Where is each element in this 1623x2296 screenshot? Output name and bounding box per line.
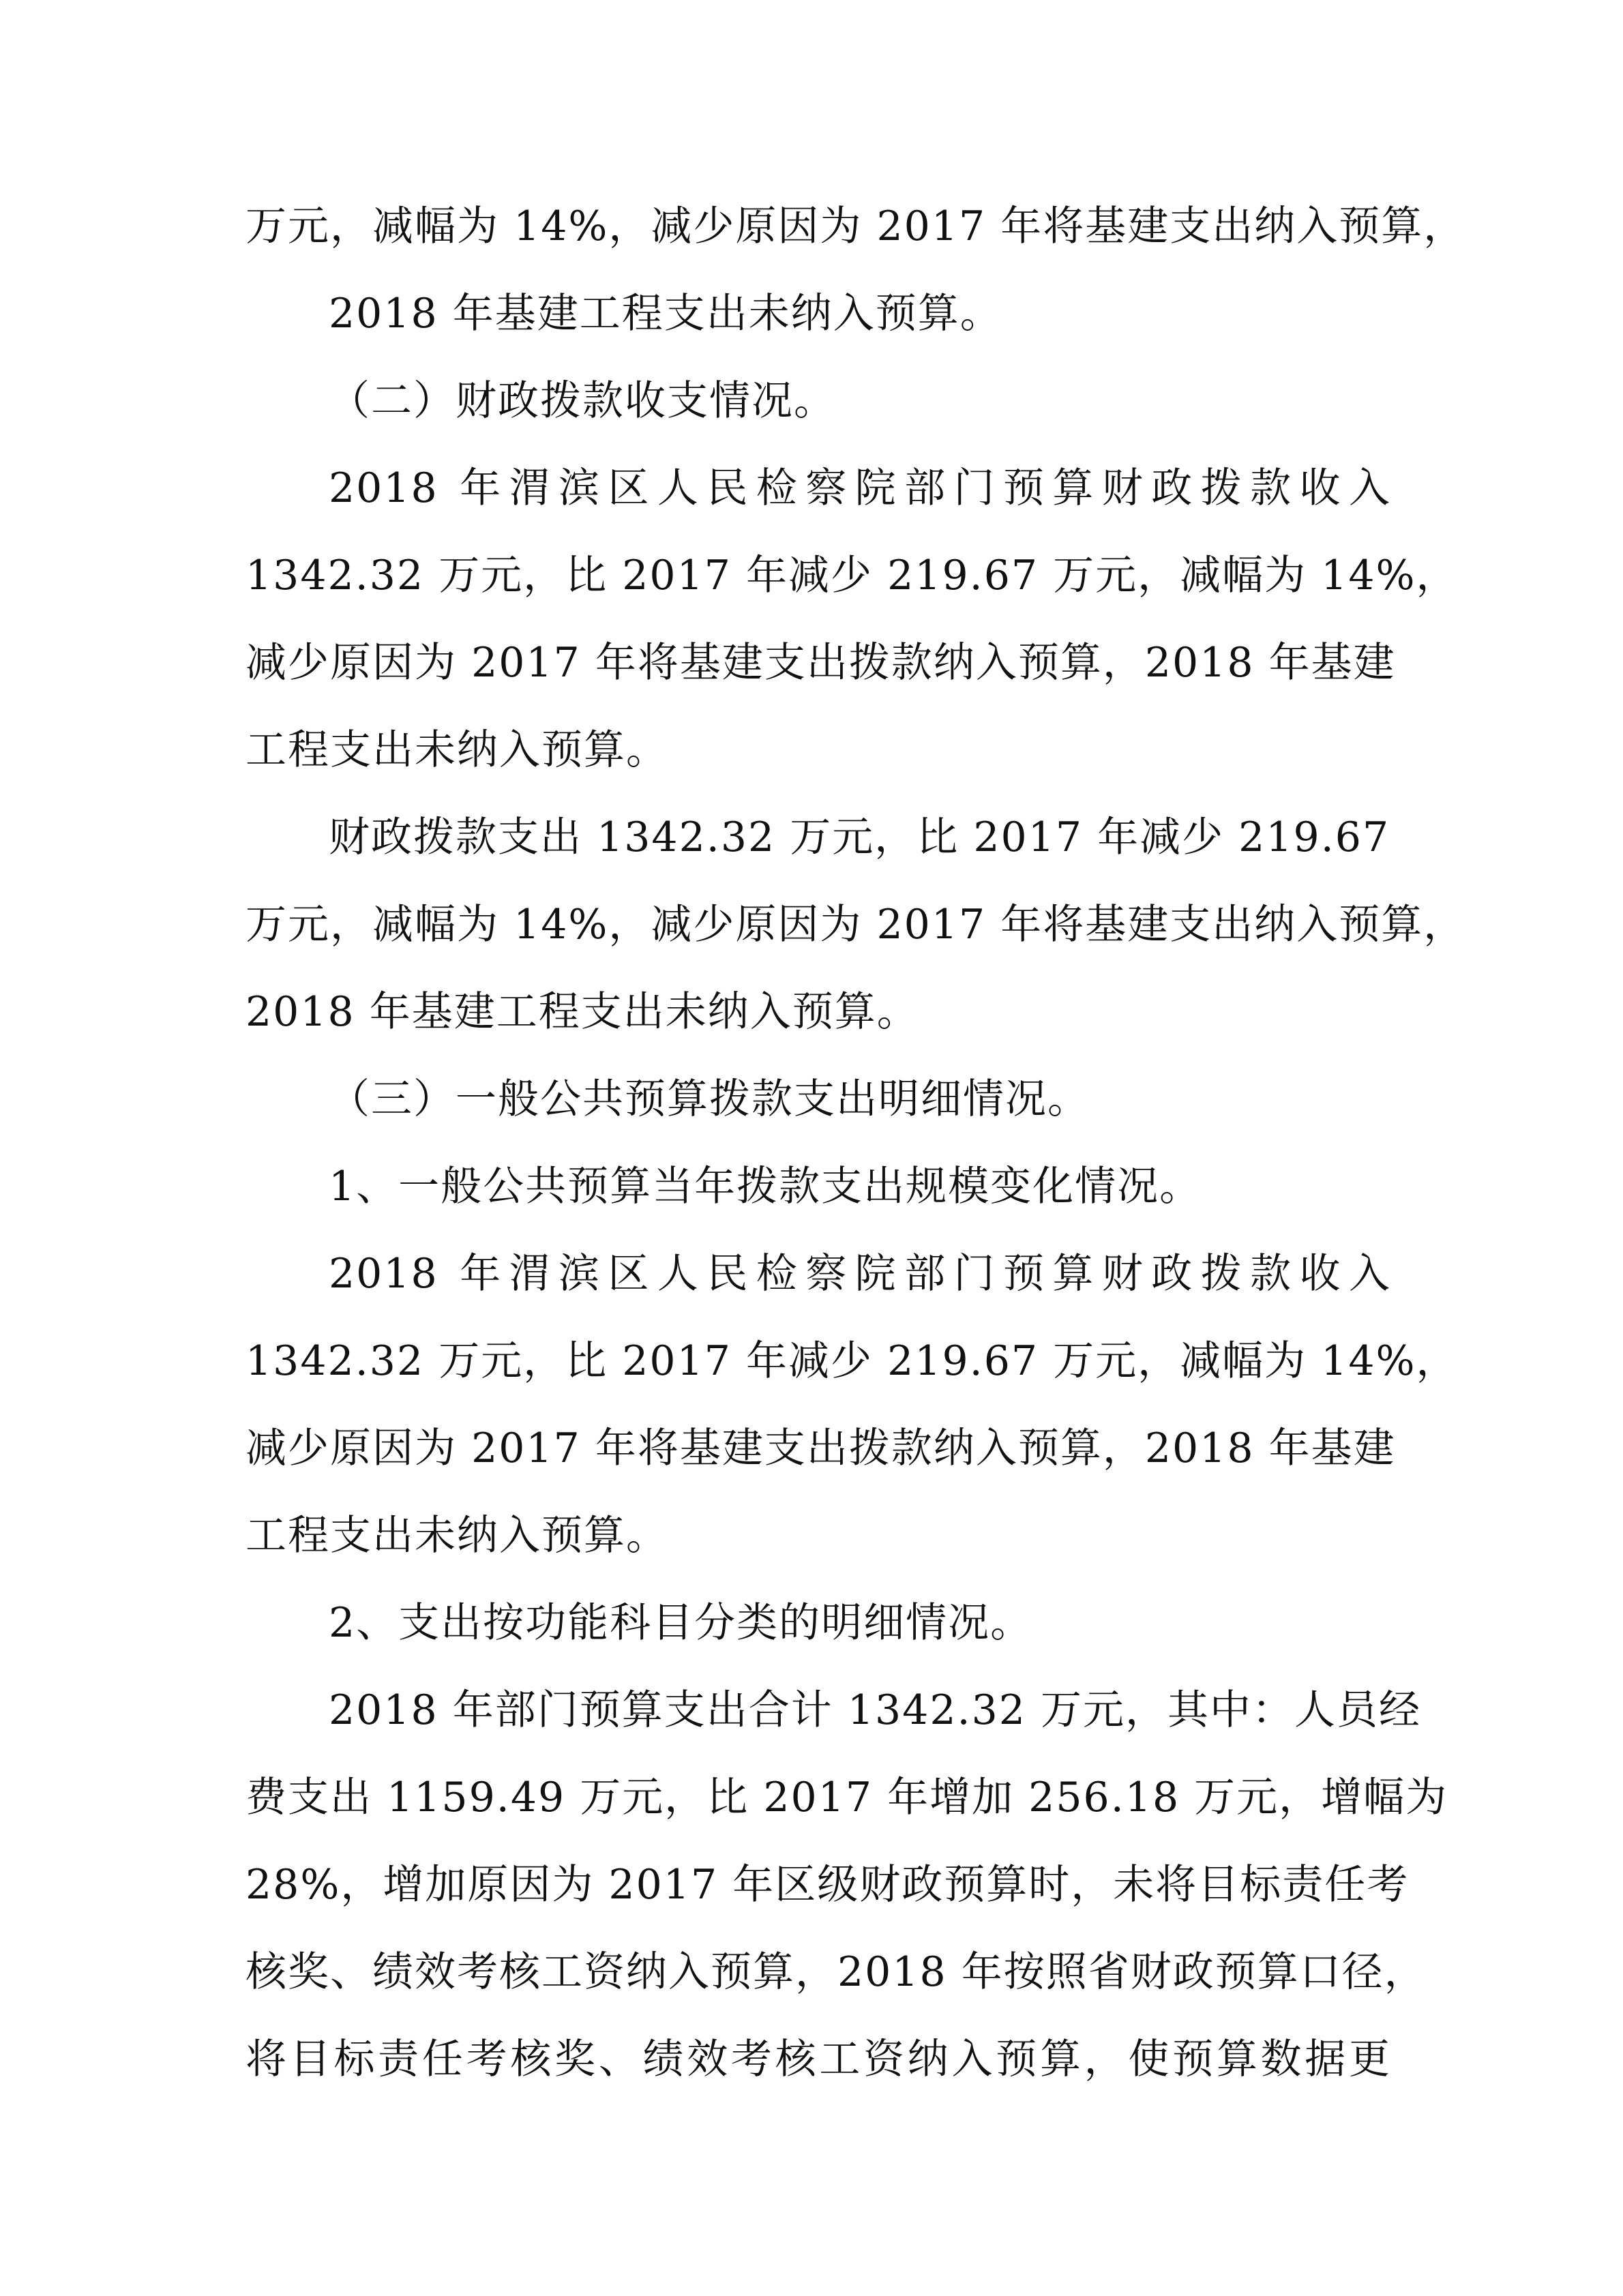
paragraph-line: 1342.32 万元，比 2017 年减少 219.67 万元，减幅为 14%， [245, 1337, 1459, 1385]
paragraph-line: 减少原因为 2017 年将基建支出拨款纳入预算，2018 年基建 [245, 639, 1396, 687]
subsection-heading: 2、支出按功能科目分类的明细情况。 [329, 1599, 1033, 1647]
paragraph-line: 将目标责任考核奖、绩效考核工资纳入预算，使预算数据更 [245, 2036, 1391, 2083]
paragraph-line: 减少原因为 2017 年将基建支出拨款纳入预算，2018 年基建 [245, 1425, 1396, 1472]
paragraph-line: 28%，增加原因为 2017 年区级财政预算时，未将目标责任考 [245, 1861, 1410, 1909]
paragraph-line: 工程支出未纳入预算。 [245, 726, 668, 774]
section-heading: （三）一般公共预算拨款支出明细情况。 [329, 1075, 1090, 1123]
paragraph-line: 1342.32 万元，比 2017 年减少 219.67 万元，减幅为 14%， [245, 552, 1459, 599]
subsection-heading: 1、一般公共预算当年拨款支出规模变化情况。 [329, 1163, 1202, 1210]
paragraph-line: 万元，减幅为 14%，减少原因为 2017 年将基建支出纳入预算， [245, 901, 1466, 949]
paragraph-line: 2018 年部门预算支出合计 1342.32 万元，其中：人员经 [329, 1686, 1422, 1734]
paragraph-line: 核奖、绩效考核工资纳入预算，2018 年按照省财政预算口径， [245, 1948, 1427, 1996]
paragraph-line: 2018 年渭滨区人民检察院部门预算财政拨款收入 [329, 1250, 1391, 1298]
paragraph-line: 工程支出未纳入预算。 [245, 1512, 668, 1560]
paragraph-line: 万元，减幅为 14%，减少原因为 2017 年将基建支出纳入预算， [245, 203, 1466, 250]
section-heading: （二）财政拨款收支情况。 [329, 377, 836, 425]
paragraph-line: 2018 年基建工程支出未纳入预算。 [245, 988, 919, 1036]
paragraph-line: 2018 年基建工程支出未纳入预算。 [329, 290, 1002, 338]
paragraph-line: 2018 年渭滨区人民检察院部门预算财政拨款收入 [329, 464, 1391, 512]
paragraph-line: 费支出 1159.49 万元，比 2017 年增加 256.18 万元，增幅为 [245, 1774, 1448, 1821]
paragraph-line: 财政拨款支出 1342.32 万元，比 2017 年减少 219.67 [329, 814, 1390, 861]
